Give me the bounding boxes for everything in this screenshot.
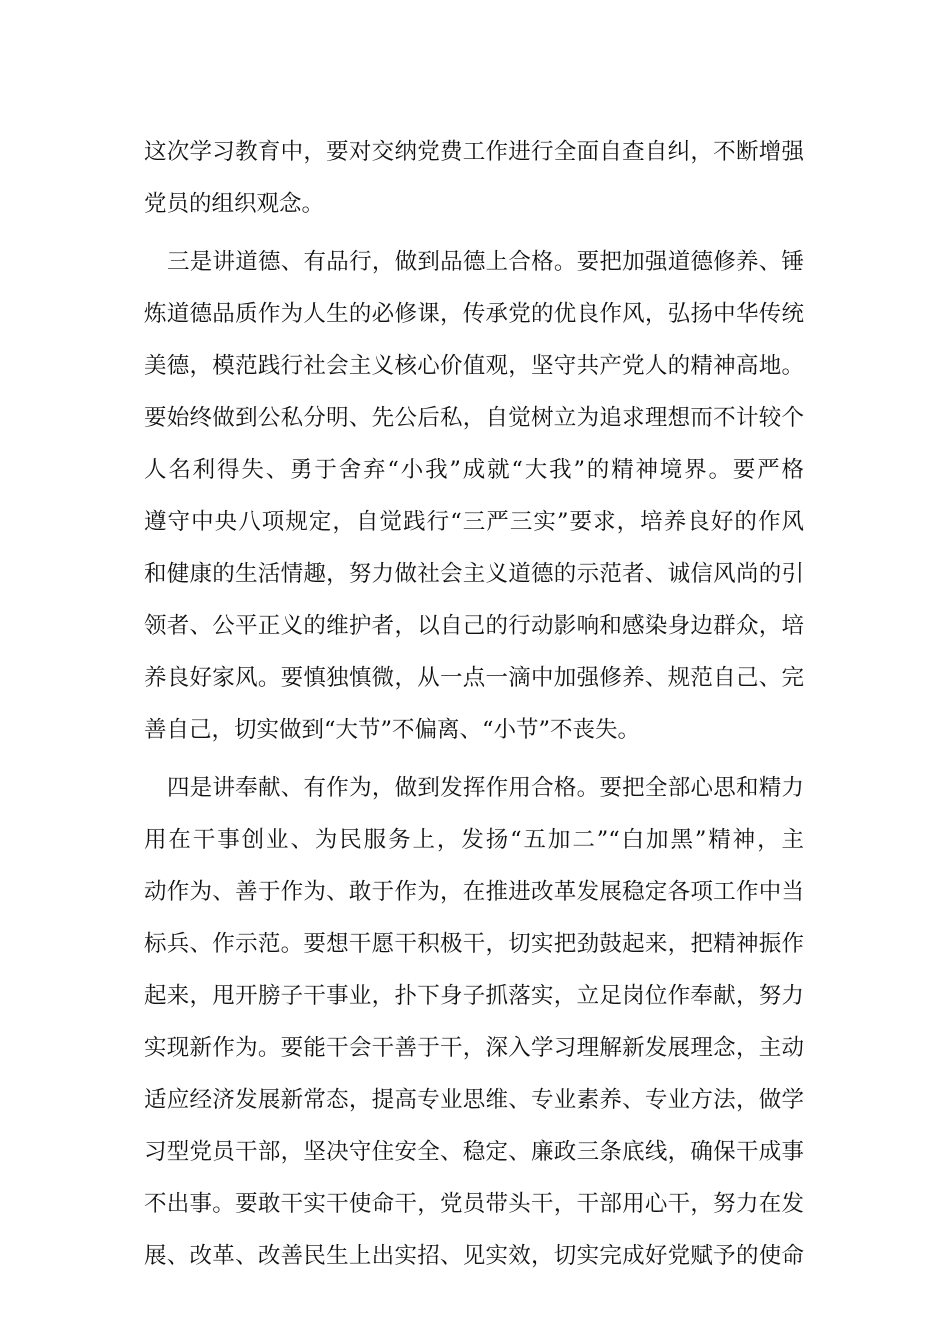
text-line: 动作为、善于作为、敢于作为，在推进改革发展稳定各项工作中当 [144,879,804,905]
text-line: 适应经济发展新常态，提高专业思维、专业素养、专业方法，做学 [144,1087,804,1113]
text-line: 展、改革、改善民生上出实招、见实效，切实完成好党赋予的使命 [144,1243,804,1269]
text-line: 这次学习教育中，要对交纳党费工作进行全面自查自纠，不断增强 [144,139,804,165]
text-line: 遵守中央八项规定，自觉践行“三严三实”要求，培养良好的作风 [144,509,804,535]
text-line: 三是讲道德、有品行，做到品德上合格。要把加强道德修养、锤 [167,249,804,275]
text-line: 四是讲奉献、有作为，做到发挥作用合格。要把全部心思和精力 [167,775,804,801]
text-line: 实现新作为。要能干会干善于干，深入学习理解新发展理念，主动 [144,1035,804,1061]
paragraph-3 [144,764,804,1284]
text-line: 领者、公平正义的维护者，以自己的行动影响和感染身边群众，培 [144,613,804,639]
text-line: 不出事。要敢干实干使命干，党员带头干，干部用心干，努力在发 [144,1191,804,1217]
paragraph-2 [144,238,804,758]
document-body [144,128,804,1284]
text-line: 要始终做到公私分明、先公后私，自觉树立为追求理想而不计较个 [144,405,804,431]
text-line: 善自己，切实做到“大节”不偏离、“小节”不丧失。 [144,717,641,743]
text-line: 习型党员干部，坚决守住安全、稳定、廉政三条底线，确保干成事 [144,1139,804,1165]
text-line: 用在干事创业、为民服务上，发扬“五加二”“白加黑”精神，主 [144,827,804,853]
text-line: 养良好家风。要慎独慎微，从一点一滴中加强修养、规范自己、完 [144,665,804,691]
text-line: 和健康的生活情趣，努力做社会主义道德的示范者、诚信风尚的引 [144,561,804,587]
text-line: 标兵、作示范。要想干愿干积极干，切实把劲鼓起来，把精神振作 [144,931,804,957]
text-line: 美德，模范践行社会主义核心价值观，坚守共产党人的精神高地。 [144,353,804,379]
text-line: 党员的组织观念。 [144,191,325,217]
paragraph-1 [144,128,804,232]
text-line: 炼道德品质作为人生的必修课，传承党的优良作风，弘扬中华传统 [144,301,804,327]
text-line: 人名利得失、勇于舍弃“小我”成就“大我”的精神境界。要严格 [144,457,804,483]
text-line: 起来，甩开膀子干事业，扑下身子抓落实，立足岗位作奉献，努力 [144,983,804,1009]
